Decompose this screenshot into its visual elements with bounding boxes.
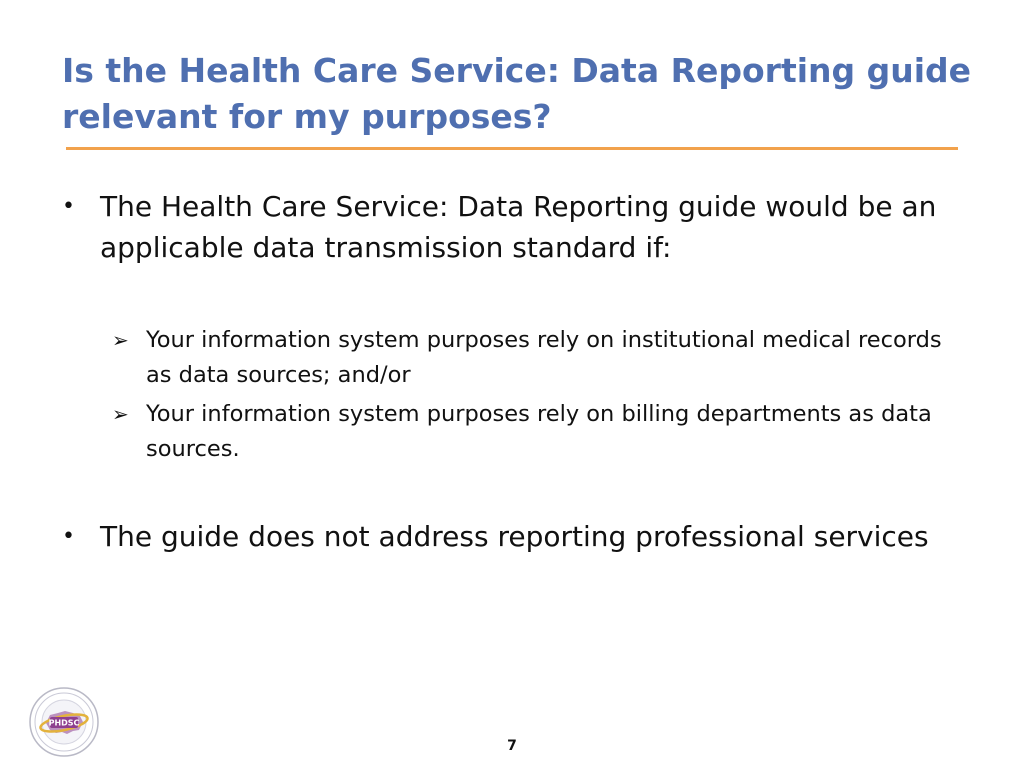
arrow-bullet-icon: ➢ (112, 328, 129, 352)
sub-bullet-item-2 (112, 397, 956, 467)
bullet-text: The Health Care Service: Data Reporting guide would be an applicable data transmission standard if: (100, 190, 937, 264)
slide-title: Is the Health Care Service: Data Reporting guide relevant for my purposes? (62, 51, 972, 136)
sub-bullet-text: Your information system purposes rely on billing departments as data sources. (146, 401, 932, 462)
bullet-text: The guide does not address reporting professional services (100, 520, 929, 553)
arrow-bullet-icon: ➢ (112, 402, 129, 426)
logo-label: PHDSC (48, 718, 80, 728)
bullet-item-1 (62, 186, 950, 268)
phdsc-logo-icon (28, 686, 100, 758)
phdsc-seal (28, 686, 100, 758)
bullet-marker: • (62, 524, 75, 549)
sub-bullet-text: Your information system purposes rely on institutional medical records as data sources; and/or (146, 327, 942, 388)
page-number: 7 (507, 738, 517, 754)
title-divider (66, 147, 958, 150)
bullet-item-2 (62, 516, 950, 557)
sub-bullet-item-1 (112, 323, 956, 393)
bullet-marker: • (62, 194, 75, 219)
